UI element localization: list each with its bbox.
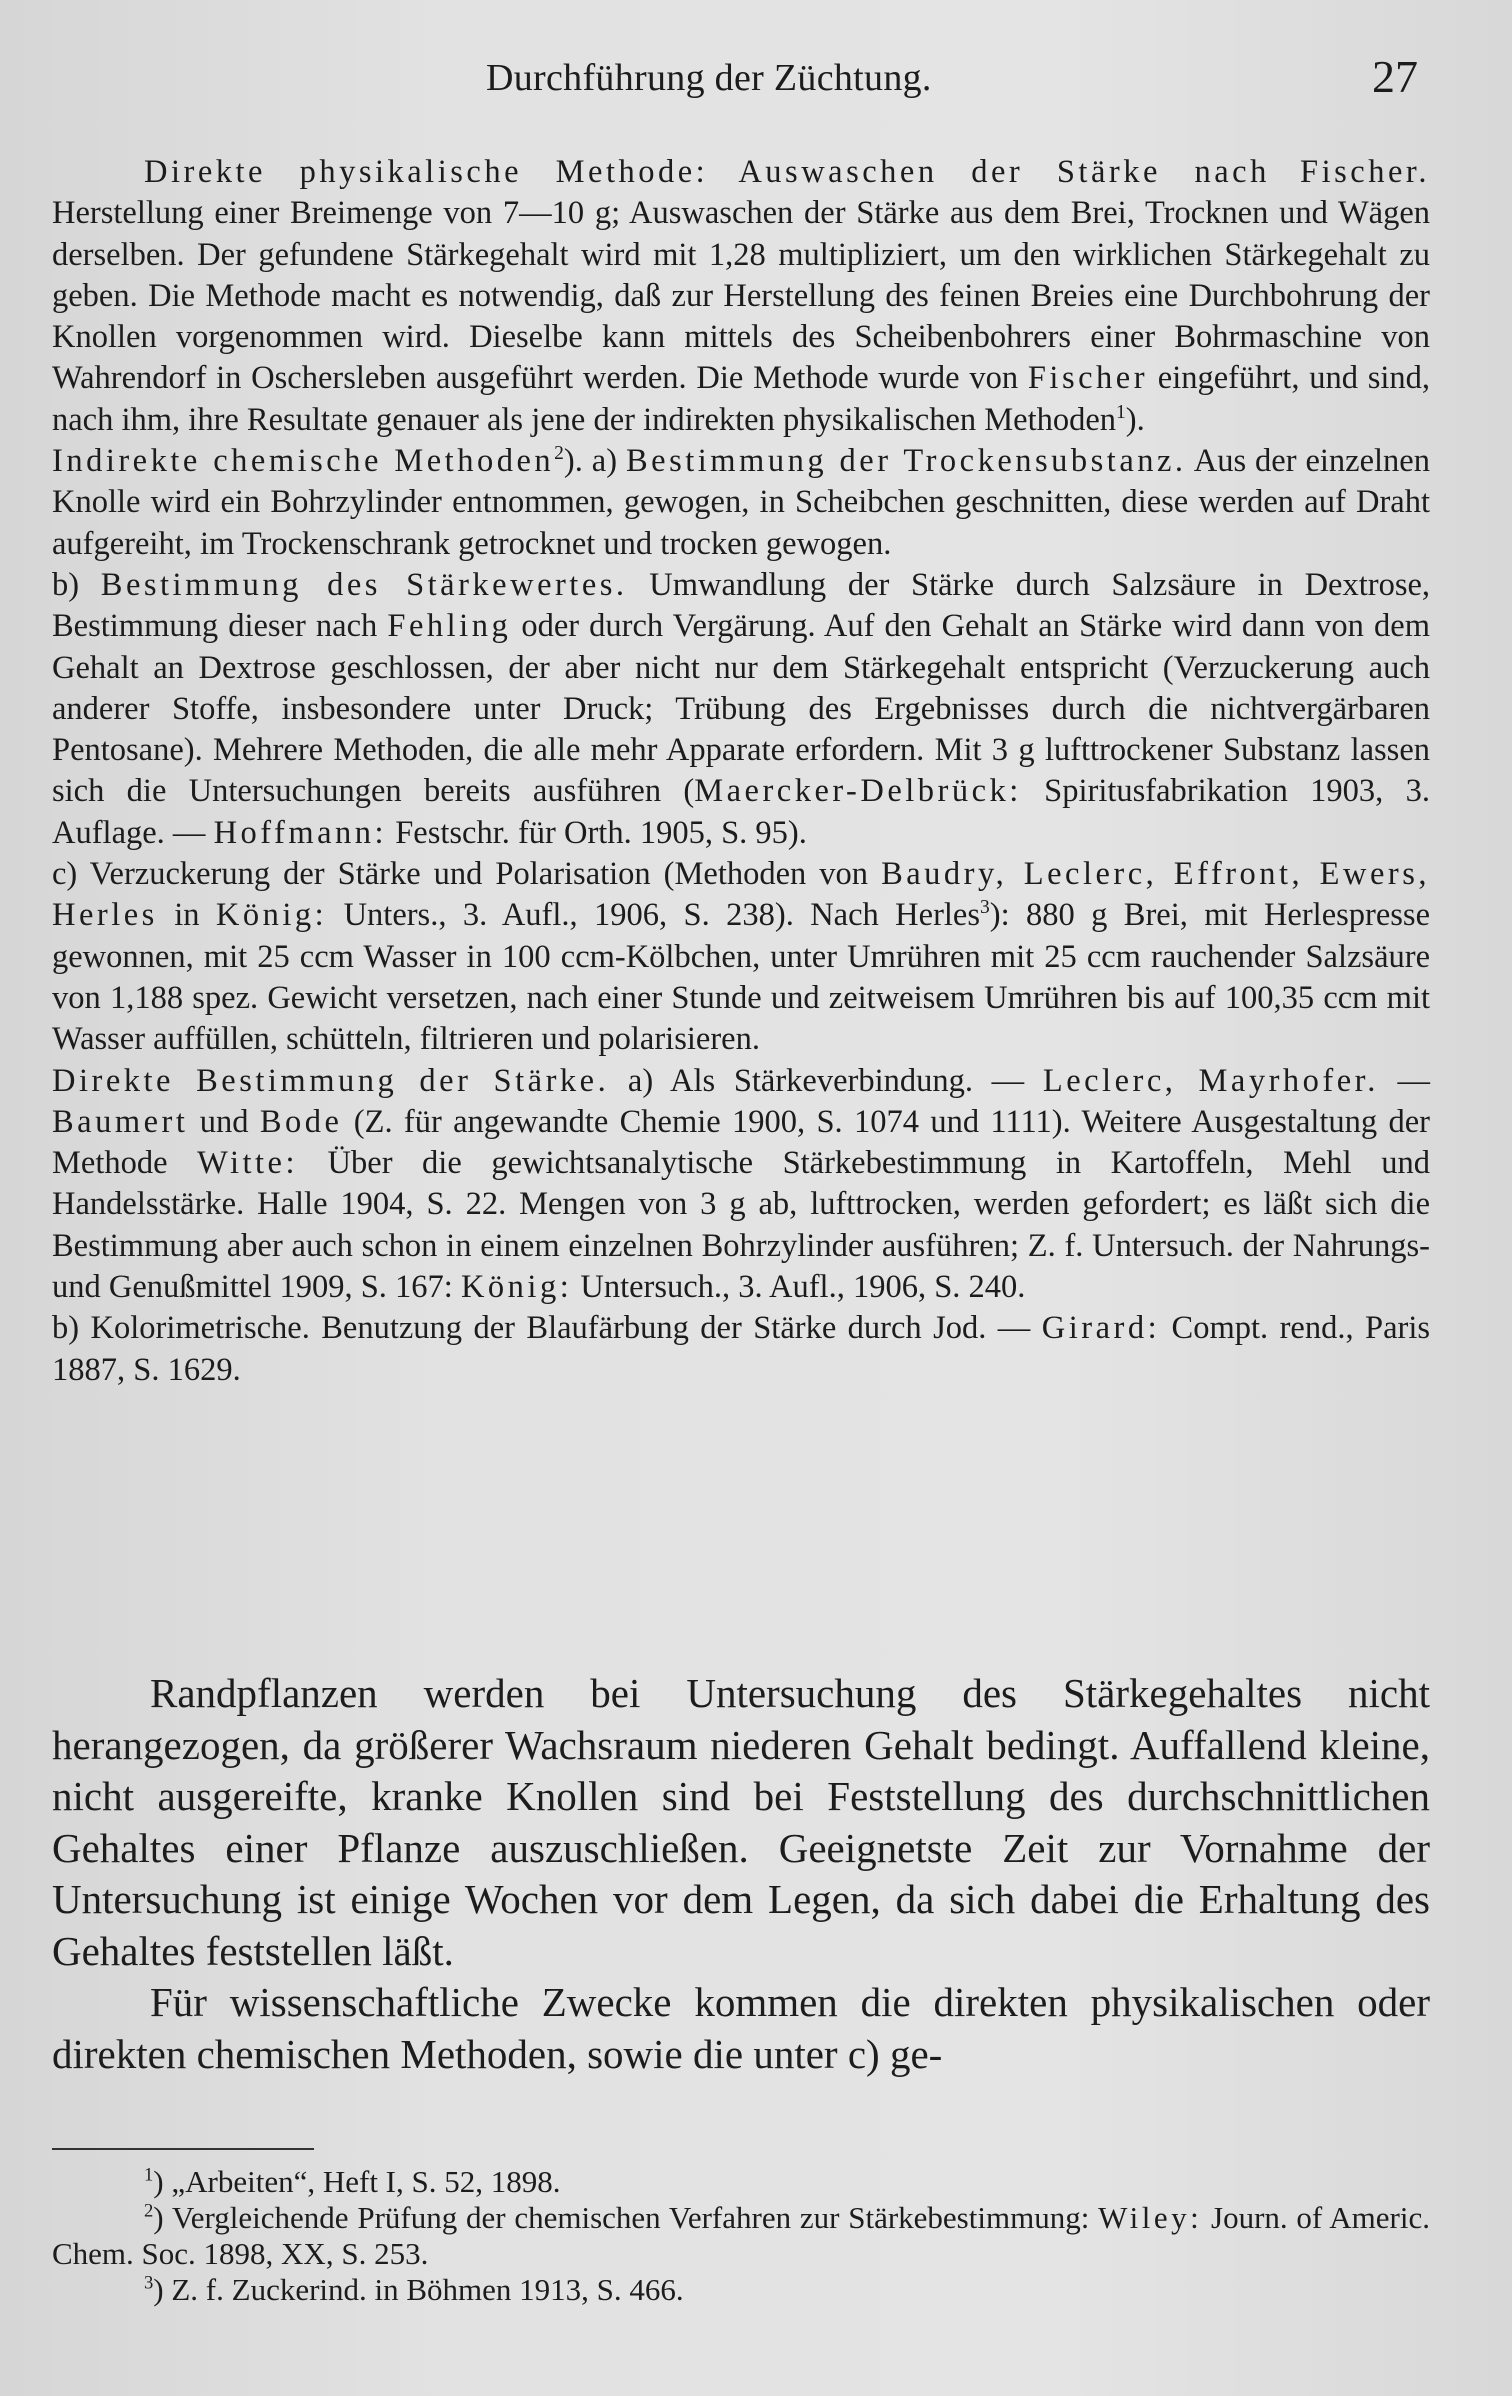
text-run: Über die gewichtsanalytische Stärkebestimmung in Kartoffeln, Mehl und Handelsstärke. Halle 1904, S. 22. Mengen von 3 g ab, lufttrocken, werden gefordert; es läßt sich die Bestimmung aber auch schon in einem einzelnen Bohrzylinder ausführen; Z. f. Untersuch. der Nahrungs- und Genußmittel 1909, S. 167:	[52, 1145, 1430, 1306]
author-name: Baumert	[52, 1103, 189, 1140]
text-run: Compt. rend., Paris 1887, S. 1629.	[52, 1310, 1431, 1388]
author-name: Leclerc, Mayrhofer.	[1042, 1062, 1379, 1099]
main-text-section	[52, 1668, 1430, 2080]
text-run: Festschr. für Orth. 1905, S. 95).	[395, 814, 807, 851]
footnote-mark: 2	[144, 2200, 154, 2222]
author-name: Baudry, Leclerc, Effront, Ewers, Herles	[52, 856, 1431, 934]
section-heading: Bestimmung der Trockensubstanz.	[625, 443, 1187, 480]
paragraph-starch-value	[52, 565, 1430, 854]
text-run: Umwandlung der Stärke durch Salzsäure in Dextrose, Bestimmung dieser nach	[52, 566, 1431, 645]
section-heading: Direkte physikalische Methode:	[144, 154, 709, 190]
text-run: —	[1397, 1062, 1431, 1099]
paragraph-direct-starch-determination	[52, 1061, 1430, 1309]
text-run: Unters., 3. Aufl., 1906, S. 238). Nach Herles	[343, 897, 980, 934]
text-run: Spiritusfabrikation 1903, 3. Auflage. —	[52, 773, 1430, 851]
footnote-1	[52, 2164, 1430, 2200]
author-name: Maercker-Delbrück:	[694, 773, 1022, 810]
footnote-divider	[52, 2148, 314, 2150]
header-title: Durchführung der Züchtung.	[486, 57, 932, 99]
author-name: Witte:	[197, 1145, 298, 1182]
author-name: König:	[215, 897, 328, 934]
text-run: (Z. für angewandte Chemie 1900, S. 1074 und 1111). Weitere Ausgestaltung der Methode	[52, 1103, 1431, 1182]
footnote-text: Journ. of Americ. Chem. Soc. 1898, XX, S. 253.	[52, 2200, 1431, 2271]
running-header	[0, 50, 1512, 110]
author-name: König:	[460, 1269, 573, 1306]
footnote-ref: 2	[554, 443, 564, 465]
author-name: Fehling	[387, 608, 512, 645]
text-run: Untersuch., 3. Aufl., 1906, S. 240.	[580, 1269, 1026, 1306]
text-run: a) Als Stärkeverbindung. —	[627, 1062, 1025, 1099]
text-run: Aus der einzelnen Knolle wird ein Bohrzylinder entnommen, gewogen, in Scheibchen geschnitten, diese werden auf Draht aufgereiht, im Trockenschrank getrocknet und trocken gewogen.	[52, 443, 1430, 562]
author-name: Fischer.	[1300, 154, 1431, 190]
footnote-mark: 3	[144, 2272, 154, 2294]
footnote-ref: 3	[980, 897, 990, 919]
text-run: ). a)	[563, 443, 618, 480]
text-run: c) Verzuckerung der Stärke und Polarisation (Methoden von	[52, 856, 869, 893]
paragraph-edge-plants: Randpflanzen werden bei Untersuchung des Stärkegehaltes nicht herangezogen, da größerer Wachsraum niederen Gehalt bedingt. Auffallend kleine, nicht ausgereifte, kranke Knollen sind bei Feststellung des durchschnittlichen Gehaltes einer Pflanze auszuschließen. Geeignetste Zeit zur Vornahme der Untersuchung ist einige Wochen vor dem Legen, da sich dabei die Erhaltung des Gehaltes feststellen läßt.	[52, 1670, 1430, 1974]
author-name: Bode	[259, 1103, 343, 1140]
footnote-3	[52, 2272, 1430, 2308]
text-run: b) Kolorimetrische. Benutzung der Blaufärbung der Stärke durch Jod. —	[52, 1310, 1031, 1347]
text-run: ).	[1125, 401, 1145, 438]
author-name: Wiley:	[1098, 2200, 1203, 2235]
section-heading: Bestimmung des Stärkewertes.	[100, 566, 628, 603]
section-heading: Direkte Bestimmung der Stärke.	[52, 1062, 610, 1099]
page-number: 27	[1372, 51, 1418, 102]
paragraph-colorimetric	[52, 1308, 1430, 1391]
paragraph-saccharification	[52, 854, 1430, 1060]
text-run: oder durch Vergärung. Auf den Gehalt an Stärke wird dann von dem Gehalt an Dextrose geschlossen, der aber nicht nur dem Stärkegehalt entspricht (Verzuckerung auch anderer Stoffe, insbesondere unter Druck; Trübung des Ergebnisses durch die nichtvergärbaren Pentosane). Mehrere Methoden, die alle mehr Apparate erfordern. Mit 3 g lufttrockener Substanz lassen sich die Untersuchungen bereits ausführen (	[52, 608, 1430, 810]
footnote-ref: 1	[1116, 401, 1126, 423]
footnote-text: ) Z. f. Zuckerind. in Böhmen 1913, S. 466.	[153, 2272, 684, 2307]
footnote-2	[52, 2200, 1430, 2272]
footnote-text: ) Vergleichende Prüfung der chemischen Verfahren zur Stärkebestimmung:	[153, 2200, 1090, 2235]
text-run: eingeführt, und sind, nach ihm, ihre Resultate genauer als jene der indirekten physikalischen Methoden	[52, 360, 1431, 438]
text-run: b)	[52, 566, 80, 603]
paragraph-indirect-chemical-methods	[52, 441, 1430, 565]
text-run: Herstellung einer Breimenge von 7—10 g; Auswaschen der Stärke aus dem Brei, Trocknen und Wägen derselben. Der gefundene Stärkegehalt wird mit 1,28 multipliziert, um den wirklichen Stärkegehalt zu geben. Die Methode macht es notwendig, daß zur Herstellung des feinen Breies eine Durchbohrung der Knollen vorgenommen wird. Dieselbe kann mittels des Scheibenbohrers einer Bohrmaschine von Wahrendorf in Oschersleben ausgeführt werden. Die Methode wurde von	[52, 195, 1430, 397]
text-run: in	[174, 897, 200, 934]
footnotes	[52, 2164, 1430, 2308]
author-name: Fischer	[1027, 360, 1149, 397]
small-print-section	[52, 152, 1430, 1391]
author-name: Girard:	[1041, 1310, 1161, 1347]
text-run: ): 880 g Brei, mit Herlespresse gewonnen, mit 25 ccm Wasser in 100 ccm-Kölbchen, unter Umrühren mit 25 ccm rauchender Salzsäure von 1,188 spez. Gewicht versetzen, nach einer Stunde und zeitweisem Umrühren bis auf 100,35 ccm mit Wasser auffüllen, schütteln, filtrieren und polarisieren.	[52, 897, 1431, 1058]
text-run: und	[199, 1103, 249, 1140]
text-run: Auswaschen der Stärke nach	[738, 154, 1270, 190]
author-name: Hoffmann:	[213, 814, 388, 851]
paragraph-direct-physical-method	[52, 152, 1430, 441]
footnote-mark: 1	[144, 2164, 154, 2186]
section-heading: Indirekte chemische Methoden	[52, 443, 555, 480]
footnote-text: ) „Arbeiten“, Heft I, S. 52, 1898.	[153, 2164, 561, 2199]
paragraph-scientific-purposes: Für wissenschaftliche Zwecke kommen die direkten physikalischen oder direkten chemischen Methoden, sowie die unter c) ge-	[52, 1979, 1430, 2077]
